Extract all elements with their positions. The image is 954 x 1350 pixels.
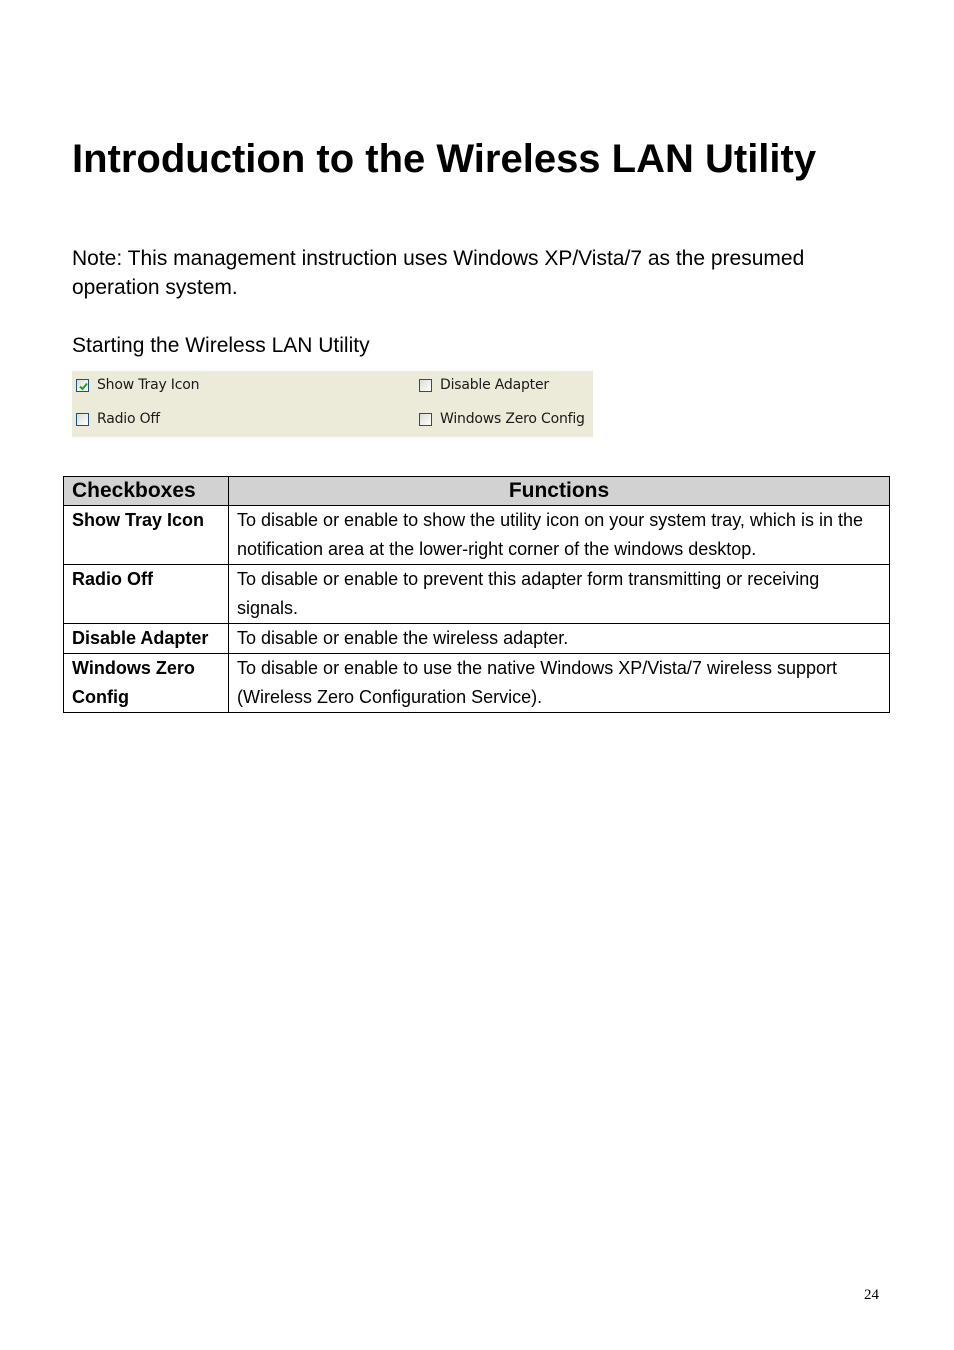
checkbox-functions-table bbox=[63, 476, 890, 713]
show-tray-icon-checkbox[interactable] bbox=[76, 375, 199, 395]
checkbox-unchecked-icon[interactable] bbox=[76, 413, 89, 426]
section-heading: Starting the Wireless LAN Utility bbox=[72, 334, 370, 357]
table-header-row bbox=[64, 477, 890, 506]
note-paragraph: Note: This management instruction uses Windows XP/Vista/7 as the presumed operation system. bbox=[72, 247, 805, 299]
column-header-checkboxes: Checkboxes bbox=[64, 477, 229, 506]
page-number: 24 bbox=[864, 1287, 879, 1303]
function-description-cell: To disable or enable to prevent this adapter form transmitting or receiving signals. bbox=[229, 565, 890, 624]
checkbox-checked-icon[interactable] bbox=[76, 379, 89, 392]
checkbox-unchecked-icon[interactable] bbox=[419, 379, 432, 392]
windows-zero-config-checkbox[interactable] bbox=[419, 409, 585, 429]
function-description-cell: To disable or enable to use the native Windows XP/Vista/7 wireless support (Wireless Zero Configuration Service). bbox=[229, 654, 890, 713]
utility-checkbox-panel bbox=[72, 371, 593, 437]
function-description-cell: To disable or enable to show the utility icon on your system tray, which is in the notification area at the lower-right corner of the windows desktop. bbox=[229, 506, 890, 565]
table-row bbox=[64, 654, 890, 713]
checkbox-label: Windows Zero Config bbox=[440, 411, 585, 427]
radio-off-checkbox[interactable] bbox=[76, 409, 160, 429]
checkbox-name-cell: Windows Zero Config bbox=[64, 654, 229, 713]
disable-adapter-checkbox[interactable] bbox=[419, 375, 549, 395]
checkbox-label: Show Tray Icon bbox=[97, 377, 200, 393]
page-title: Introduction to the Wireless LAN Utility bbox=[72, 137, 817, 181]
function-description-cell: To disable or enable the wireless adapter. bbox=[229, 624, 890, 654]
table-row bbox=[64, 624, 890, 654]
table-row bbox=[64, 506, 890, 565]
checkmark-icon bbox=[78, 381, 89, 392]
checkbox-name-cell: Show Tray Icon bbox=[64, 506, 229, 565]
checkbox-name-cell: Radio Off bbox=[64, 565, 229, 624]
table-row bbox=[64, 565, 890, 624]
checkbox-name-cell: Disable Adapter bbox=[64, 624, 229, 654]
checkbox-label: Disable Adapter bbox=[440, 377, 549, 393]
checkbox-label: Radio Off bbox=[97, 411, 160, 427]
checkbox-unchecked-icon[interactable] bbox=[419, 413, 432, 426]
column-header-functions: Functions bbox=[229, 477, 890, 506]
